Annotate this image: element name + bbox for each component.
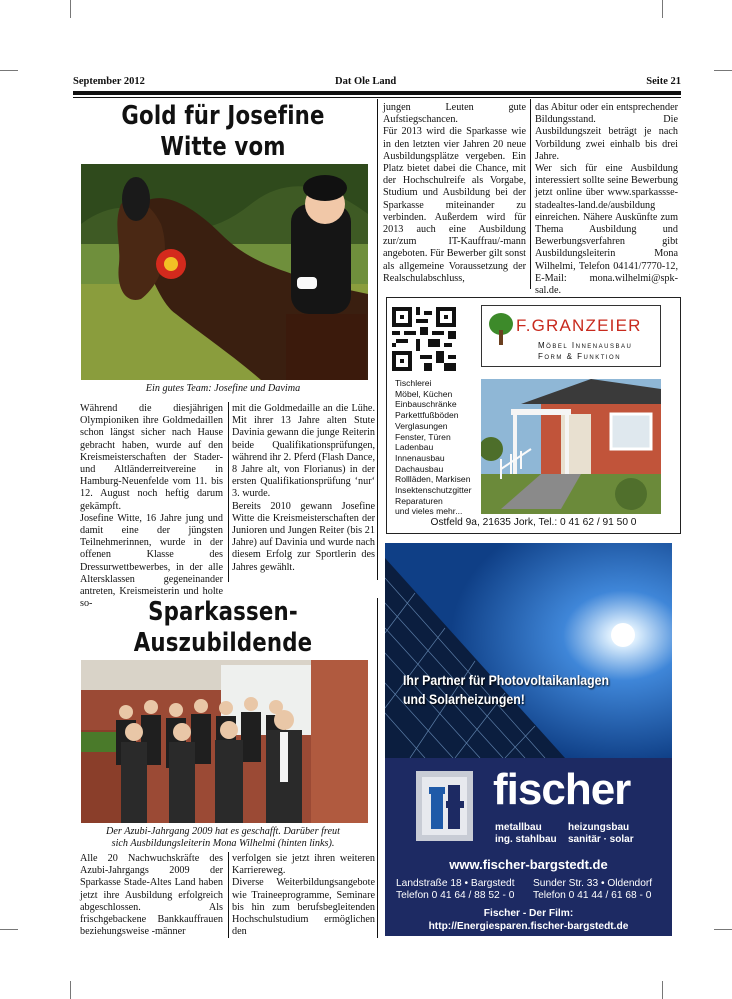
granzeier-advertisement: [386, 297, 681, 534]
trainees-group-photo: [81, 660, 368, 823]
fischer-website[interactable]: www.fischer-bargstedt.de: [449, 857, 608, 872]
granzeier-brand: F.GRANZEIER: [516, 316, 642, 335]
article-text-column: das Abitur oder ein entsprechender Bildungsstand. Die Ausbildungszeit beträgt je nach Vorbildung zwei einhalb bis drei Jahre. Wer sich für eine Ausbildung interessiert sollte seine Bewerbung jetzt online über www.sparkassse-stadealtes-land.de/ausbildung einreichen. Nähere Auskünfte zum Thema Ausbildung und Bewerbungsverfahren gibt Ausbildungsleiterin Mona Wilhelmi, Telefon 04141/7770-12, E-Mail: mona.wilhelmi@spk-sal.de.: [535, 102, 678, 297]
fischer-service: ing. stahlbau: [495, 834, 557, 845]
fischer-service: sanitär · solar: [568, 834, 634, 845]
fischer-address: Landstraße 18 • Bargstedt Telefon 0 41 64 / 88 52 - 0: [396, 878, 515, 901]
fischer-film-link[interactable]: http://Energiesparen.fischer-bargstedt.de: [428, 921, 629, 932]
fischer-film-label: Fischer - Der Film:: [483, 908, 574, 919]
fischer-advertisement: [385, 543, 672, 936]
crop-mark: [70, 0, 71, 18]
page-header: [73, 76, 681, 90]
tree-icon: [488, 312, 514, 346]
article-text-column: verfolgen sie jetzt ihren weiteren Karriereweg. Diverse Weiterbildungsangebote wie Traineeprogramme, Seminare bis hin zum berufsbegleitenden Hochschulstudium ermöglichen den: [232, 853, 375, 938]
qr-code: [392, 307, 456, 371]
issue-date: September 2012: [73, 76, 145, 87]
article-text-column: Alle 20 Nachwuchskräfte des Azubi-Jahrgangs 2009 der Sparkasse Stade-Altes Land haben jetzt ihre Ausbildung erfolgreich abgeschlossen. Als frischgebackene Bankkauffrauen beziehungsweise -männer: [80, 853, 223, 938]
article-headline: Sparkassen-Auszubildende: [133, 597, 313, 658]
column-rule: [530, 99, 531, 289]
fischer-address: Sunder Str. 33 • Oldendorf Telefon 0 41 44 / 61 68 - 0: [533, 878, 653, 901]
photo-caption: Ein gutes Team: Josefine und Davima: [145, 383, 301, 394]
solar-panel-image: [385, 543, 672, 758]
publication-title: Dat Ole Land: [335, 76, 397, 87]
fischer-service: metallbau: [495, 822, 542, 833]
crop-mark: [714, 929, 732, 930]
fischer-brand: fischer: [493, 765, 631, 814]
page-number: Seite 21: [646, 76, 681, 87]
granzeier-tagline: Form & Funktion: [538, 352, 622, 361]
column-rule: [377, 598, 378, 938]
fischer-slogan: Ihr Partner für Photovoltaikanlagen und Solarheizungen!: [403, 672, 610, 707]
article-headline: Gold für Josefine Witte vom: [121, 101, 325, 162]
column-rule: [377, 99, 378, 580]
granzeier-tagline: Möbel Innenausbau: [538, 341, 633, 350]
column-rule: [228, 402, 229, 582]
rider-photo: [81, 164, 368, 380]
fischer-logo-icon: [416, 771, 473, 841]
crop-mark: [662, 981, 663, 999]
services-list: Tischlerei Möbel, Küchen Einbauschränke Parkettfußböden Verglasungen Fenster, Türen Ladenbau Innenausbau Dachausbau Rollläden, Markisen Insektenschutzgitter Reparaturen und vieles mehr...: [395, 378, 472, 517]
header-rule-thin: [73, 97, 681, 98]
granzeier-logo-box: [481, 305, 661, 367]
crop-mark: [714, 70, 732, 71]
header-rule: [73, 91, 681, 95]
crop-mark: [0, 929, 18, 930]
crop-mark: [662, 0, 663, 18]
article-text-column: jungen Leuten gute Aufstiegschancen. Für 2013 wird die Sparkasse wie in den letzten vier Jahren 20 neue Ausbildungsplätze vergeben. Ein Platz bietet dabei die Chance, mit der Hochschulreife als Vorgabe, Studium und Ausbildung bei der Sparkasse miteinander zu verbinden. Außerdem wird für 2013 auch eine Ausbildung zur/zum IT-Kauffrau/-mann angeboten. Für Bewerber gilt sonst als allgemeine Voraussetzung der Realschulabschluss,: [383, 102, 526, 284]
fischer-service: heizungsbau: [568, 822, 630, 833]
article-text-column: mit die Goldmedaille an die Lühe. Mit ihrer 13 Jahre alten Stute Davinia gewann die junge Reiterin beide Qualifikationsprüfungen, während ihr 2. Pferd (Flash Dance, 8 Jahre alt, von Florianus) in der ersten Qualifikationsprüfung ‘nur‘ 3. wurde. Bereits 2010 gewann Josefine Witte die Kreismeisterschaften der Junioren und Jungen Reiter (bis 21 Jahre) auf Davinia und wurde nach diesem Erfolg zur Sportlerin des Jahres gewählt.: [232, 403, 375, 573]
column-rule: [228, 852, 229, 938]
house-photo: [481, 379, 661, 514]
crop-mark: [0, 70, 18, 71]
crop-mark: [70, 981, 71, 999]
article-text-column: Während die diesjährigen Olympioniken ihre Goldmedaillen schon längst sicher nach Hause gebracht haben, wurde auf den Kreismeisterschaften der Stader- und Altländerreitvereine in Hamburg-Neuenfelde vom 11. bis 12. August noch heftig darum gekämpft. Josefine Witte, 16 Jahre jung und damit eine der jüngsten Teilnehmerinnen, wurde in der offenen Klasse des Dressurwettbewerbes, in der alle Altersklassen gegeneinander antreten, Kreismeisterin und holte so-: [80, 403, 223, 610]
fischer-info-panel: [385, 758, 672, 936]
granzeier-address: Ostfeld 9a, 21635 Jork, Tel.: 0 41 62 / 91 50 0: [430, 517, 637, 528]
photo-caption: Der Azubi-Jahrgang 2009 hat es geschafft. Darüber freut sich Ausbildungsleiterin Mona Wilhelmi (hinten links).: [106, 826, 340, 849]
